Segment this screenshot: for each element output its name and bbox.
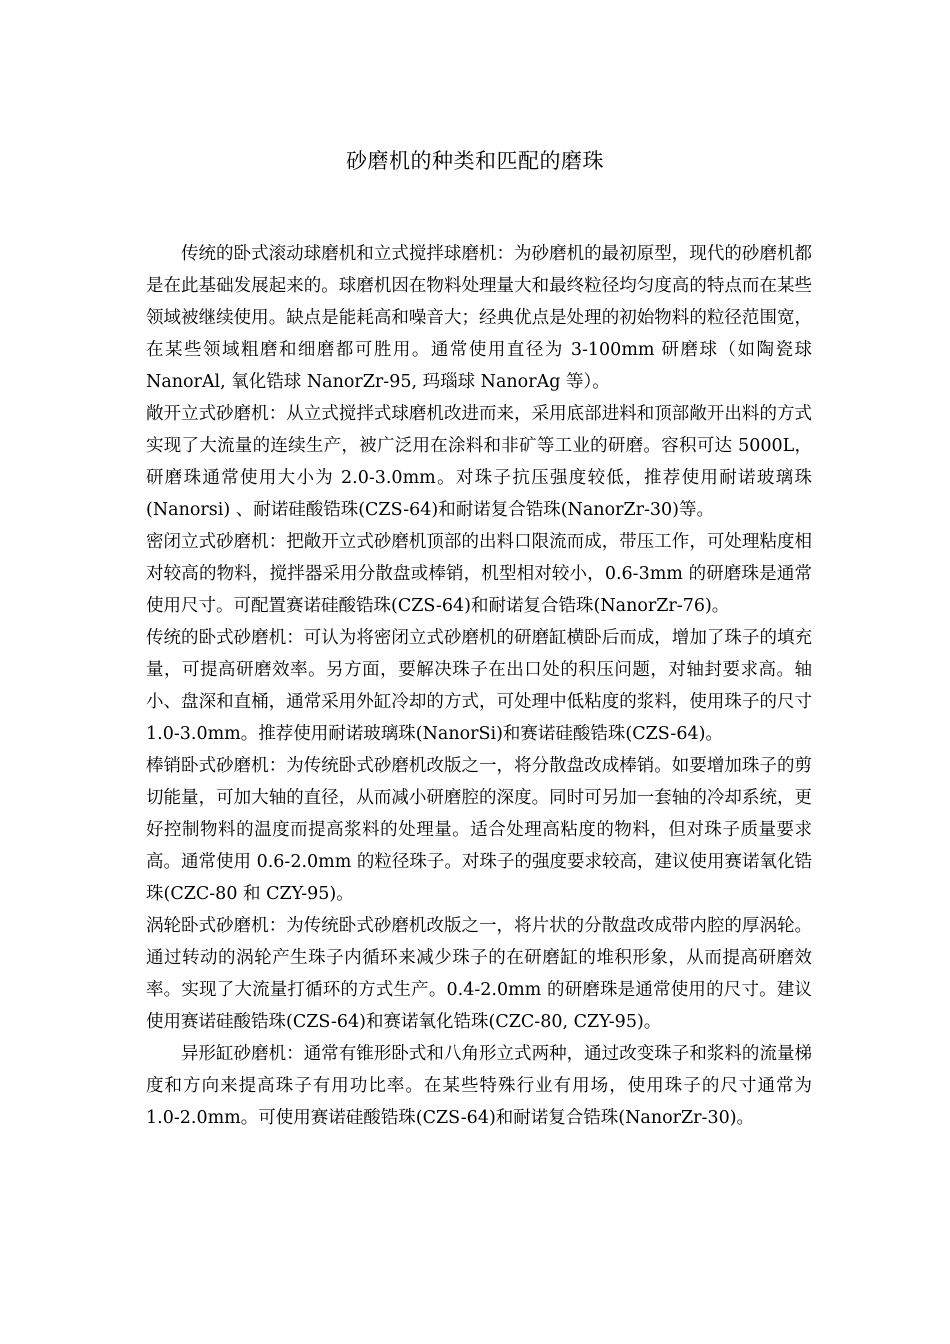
paragraph-special-chamber-mill: 异形缸砂磨机：通常有锥形卧式和八角形立式两种，通过改变珠子和浆料的流量梯度和方向来提高珠子有用功比率。在某些特殊行业有用场，使用珠子的尺寸通常为 1.0-2.0mm。可使用赛诺硅酸锆珠(CZS-64)和耐诺复合锆珠(NanorZr-30)。 [146, 1044, 812, 1128]
paragraph-traditional-horizontal-mill: 传统的卧式砂磨机：可认为将密闭立式砂磨机的研磨缸横卧后而成，增加了珠子的填充量，可提高研磨效率。另方面，要解决珠子在出口处的积压问题，对轴封要求高。轴小、盘深和直桶，通常采用外缸冷却的方式，可处理中低粘度的浆料，使用珠子的尺寸 1.0-3.0mm。推荐使用耐诺玻璃珠(NanorSi)和赛诺硅酸锆珠(CZS-64)。 [146, 628, 812, 744]
document-body [146, 238, 812, 1134]
paragraph-pin-horizontal-mill: 棒销卧式砂磨机：为传统卧式砂磨机改版之一，将分散盘改成棒销。如要增加珠子的剪切能量，可加大轴的直径，从而减小研磨腔的深度。同时可另加一套轴的冷却系统，更好控制物料的温度而提高浆料的处理量。适合处理高粘度的物料，但对珠子质量要求高。通常使用 0.6-2.0mm 的粒径珠子。对珠子的强度要求较高，建议使用赛诺氧化锆珠(CZC-80 和 CZY-95)。 [146, 756, 812, 904]
document-title: 砂磨机的种类和匹配的磨珠 [346, 149, 604, 173]
paragraph-open-vertical-mill: 敞开立式砂磨机：从立式搅拌式球磨机改进而来，采用底部进料和顶部敞开出料的方式实现了大流量的连续生产，被广泛用在涂料和非矿等工业的研磨。容积可达 5000L，研磨珠通常使用大小为 2.0-3.0mm。对珠子抗压强度较低，推荐使用耐诺玻璃珠(Nanorsi) 、耐诺硅酸锆珠(CZS-64)和耐诺复合锆珠(NanorZr-30)等。 [146, 404, 812, 520]
paragraph-closed-vertical-mill: 密闭立式砂磨机：把敞开立式砂磨机顶部的出料口限流而成，带压工作，可处理粘度相对较高的物料，搅拌器采用分散盘或棒销，机型相对较小，0.6-3mm 的研磨珠是通常使用尺寸。可配置赛诺硅酸锆珠(CZS-64)和耐诺复合锆珠(NanorZr-76)。 [146, 532, 812, 616]
paragraph-turbine-horizontal-mill: 涡轮卧式砂磨机：为传统卧式砂磨机改版之一，将片状的分散盘改成带内腔的厚涡轮。通过转动的涡轮产生珠子内循环来减少珠子的在研磨缸的堆积形象，从而提高研磨效率。实现了大流量打循环的方式生产。0.4-2.0mm 的研磨珠是通常使用的尺寸。建议使用赛诺硅酸锆珠(CZS-64)和赛诺氧化锆珠(CZC-80, CZY-95)。 [146, 916, 812, 1032]
paragraph-ball-mill: 传统的卧式滚动球磨机和立式搅拌球磨机：为砂磨机的最初原型，现代的砂磨机都是在此基础发展起来的。球磨机因在物料处理量大和最终粒径均匀度高的特点而在某些领域被继续使用。缺点是能耗高和噪音大；经典优点是处理的初始物料的粒径范围宽，在某些领域粗磨和细磨都可胜用。通常使用直径为 3-100mm 研磨球（如陶瓷球 NanorAl, 氧化锆球 NanorZr-95, 玛瑙球 NanorAg 等）。 [146, 244, 812, 392]
